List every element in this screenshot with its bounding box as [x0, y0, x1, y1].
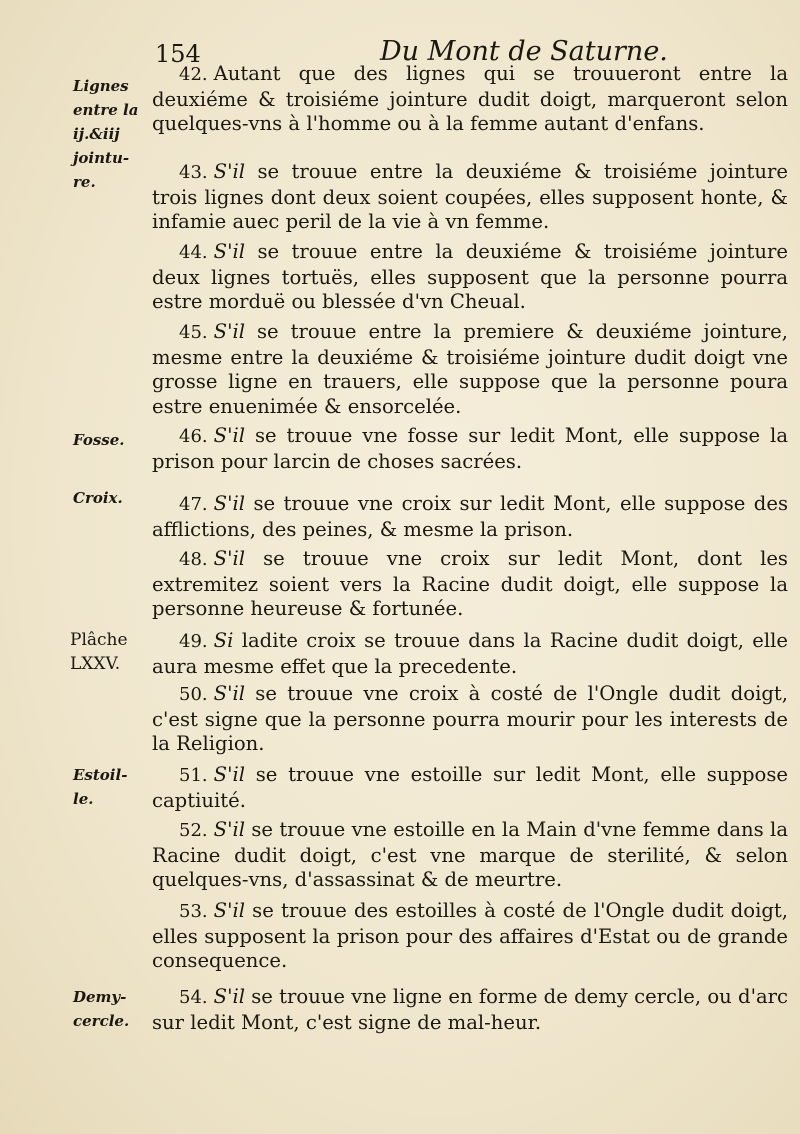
running-title: Du Mont de Saturne.: [380, 36, 668, 67]
page-number: 154: [155, 40, 201, 68]
paragraph-50: [152, 682, 788, 757]
paragraph-text: ladite croix se trouue dans la Racine dudit doigt, elle aura mesme effet que la precedente.: [152, 629, 789, 678]
paragraph-lead: S'il: [213, 985, 245, 1008]
paragraph-text: se trouue entre la deuxiéme & troisiéme jointure trois lignes dont deux soient coupées, elles supposent honte, & infamie auec peril de la vie à vn femme.: [152, 160, 788, 233]
paragraph-number: 47.: [179, 494, 208, 515]
paragraph-number: 50.: [179, 684, 208, 705]
paragraph-text: se trouue vne ligne en forme de demy cercle, ou d'arc sur ledit Mont, c'est signe de mal-heur.: [152, 985, 788, 1034]
paragraph-53: [152, 899, 788, 974]
paragraph-text: se trouue entre la deuxiéme & troisiéme jointure deux lignes tortuës, elles supposent que la personne pourra estre morduë ou blessée d'vn Cheual.: [152, 240, 788, 313]
paragraph-51: [152, 763, 788, 813]
paragraph-54: [152, 985, 788, 1035]
paragraph-49: [152, 629, 788, 679]
paragraph-52: [152, 818, 788, 893]
paragraph-number: 48.: [179, 549, 208, 570]
paragraph-number: 43.: [179, 162, 208, 183]
paragraph-text: se trouue vne croix à costé de l'Ongle dudit doigt, c'est signe que la personne pourra mourir pour les interests de la Religion.: [152, 682, 788, 755]
paragraph-47: [152, 492, 788, 542]
paragraph-text: se trouue vne fosse sur ledit Mont, elle suppose la prison pour larcin de choses sacrées.: [152, 424, 788, 473]
paragraph-text: se trouue vne croix sur ledit Mont, dont les extremitez soient vers la Racine dudit doigt, elle suppose la personne heureuse & fortunée.: [152, 547, 788, 620]
paragraph-lead: S'il: [213, 424, 245, 447]
paragraph-text: se trouue vne estoille en la Main d'vne femme dans la Racine dudit doigt, c'est vne marque de sterilité, & selon quelques-vns, d'assassinat & de meurtre.: [152, 818, 788, 891]
margin-note-croix: Croix.: [73, 489, 123, 507]
paragraph-text: Autant que des lignes qui se trouueront entre la deuxiéme & troisiéme jointure dudit doigt, marqueront selon quelques-vns à l'homme ou à la femme autant d'enfans.: [152, 62, 788, 135]
paragraph-number: 52.: [179, 820, 208, 841]
paragraph-48: [152, 547, 788, 622]
paragraph-43: [152, 160, 788, 235]
margin-note-demy-cercle: Demy- cercle.: [73, 988, 130, 1030]
paragraph-lead: S'il: [213, 492, 245, 515]
paragraph-number: 49.: [179, 631, 208, 652]
paragraph-lead: S'il: [213, 547, 245, 570]
paragraph-46: [152, 424, 788, 474]
paragraph-lead: S'il: [213, 899, 245, 922]
margin-note-lignes: Lignes entre la ij.&iij jointu- re.: [73, 77, 139, 191]
paragraph-lead: Si: [213, 629, 234, 652]
paragraph-lead: S'il: [213, 320, 245, 343]
paragraph-text: se trouue vne croix sur ledit Mont, elle suppose des afflictions, des peines, & mesme la prison.: [152, 492, 788, 541]
paragraph-number: 53.: [179, 901, 208, 922]
paragraph-number: 44.: [179, 242, 208, 263]
paragraph-text: se trouue des estoilles à costé de l'Ongle dudit doigt, elles supposent la prison pour des affaires d'Estat ou de grande consequence.: [152, 899, 789, 972]
paragraph-number: 42.: [179, 64, 208, 85]
paragraph-number: 45.: [179, 322, 208, 343]
paragraph-lead: S'il: [213, 682, 245, 705]
paragraph-text: se trouue vne estoille sur ledit Mont, elle suppose captiuité.: [152, 763, 788, 812]
paragraph-lead: S'il: [213, 818, 245, 841]
paragraph-number: 46.: [179, 426, 208, 447]
margin-note-planche: Plâche LXXV.: [70, 630, 128, 674]
margin-note-fosse: Fosse.: [73, 431, 125, 449]
paragraph-44: [152, 240, 788, 315]
paragraph-number: 54.: [179, 987, 208, 1008]
paragraph-lead: S'il: [213, 763, 245, 786]
margin-note-estoille: Estoil- le.: [73, 766, 128, 808]
paragraph-text: se trouue entre la premiere & deuxiéme jointure, mesme entre la deuxiéme & troisiéme jointure dudit doigt vne grosse ligne en trauers, elle suppose que la personne poura estre enuenimée & ensorcelée.: [152, 320, 788, 418]
paragraph-45: [152, 320, 788, 419]
paragraph-lead: S'il: [213, 240, 245, 263]
paragraph-number: 51.: [179, 765, 208, 786]
paragraph-42: [152, 62, 788, 137]
paragraph-lead: S'il: [213, 160, 245, 183]
